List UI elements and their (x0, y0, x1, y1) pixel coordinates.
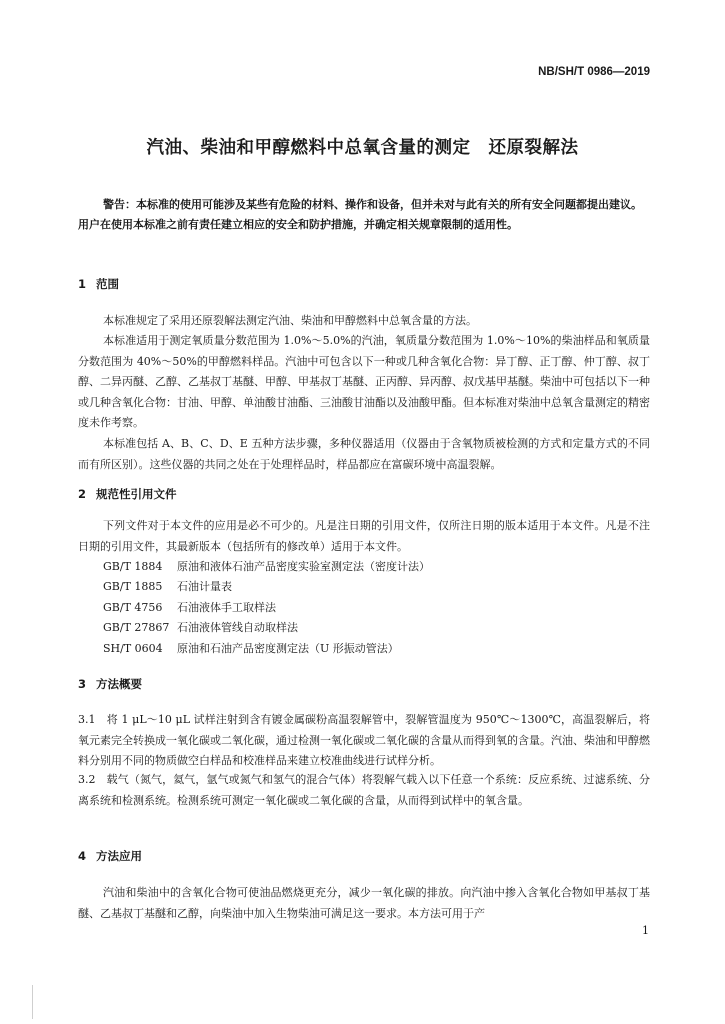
reference-code: GB/T 1884 (103, 560, 163, 573)
reference-code: SH/T 0604 (103, 641, 163, 655)
section-2-paragraph: 下列文件对于本文件的应用是必不可少的。凡是注日期的引用文件，仅所注日期的版本适用于本文件。凡是不注日期的引用文件，其最新版本（包括所有的修改单）适用于本文件。 (78, 519, 650, 553)
page-number: 1 (642, 924, 649, 937)
reference-item (103, 577, 430, 597)
section-2-heading (78, 486, 177, 502)
reference-title: 原油和液体石油产品密度实验室测定法（密度计法） (177, 560, 430, 573)
section-4-heading (78, 848, 142, 864)
section-number: 3 (78, 677, 87, 691)
section-3-heading (78, 676, 142, 692)
section-title: 规范性引用文件 (96, 487, 177, 501)
warning-paragraph: 警告：本标准的使用可能涉及某些有危险的材料、操作和设备，但并未对与此有关的所有安全问题都提出建议。用户在使用本标准之前有责任建立相应的安全和防护措施，并确定相关规章限制的适用性。 (78, 198, 642, 232)
reference-item (103, 639, 430, 659)
reference-code: GB/T 27867 (103, 621, 170, 635)
clause-3-1: 3.1 将 1 μL～10 μL 试样注射到含有镀金属碳粉高温裂解管中，裂解管温度为 950℃～1300℃，高温裂解后，将氧元素完全转换成一氧化碳或二氧化碳，通过检测一氧化碳或二氧化碳的含量从而得到氧的含量。汽油、柴油和甲醇燃料分别用不同的物质做空白样品和校准样品来建立校准曲线进行试样分析。 (78, 713, 650, 767)
section-number: 1 (78, 277, 87, 291)
section-number: 2 (78, 487, 87, 501)
reference-code: GB/T 1885 (103, 580, 163, 594)
section-title: 方法应用 (96, 849, 142, 863)
section-title: 范围 (96, 277, 119, 291)
reference-item (103, 618, 430, 638)
section-number: 4 (78, 849, 87, 863)
reference-title: 石油液体手工取样法 (177, 600, 276, 614)
reference-list (103, 557, 430, 659)
reference-code: GB/T 4756 (103, 600, 163, 614)
reference-title: 石油计量表 (177, 580, 232, 594)
section-4-paragraph: 汽油和柴油中的含氧化合物可使油品燃烧更充分，减少一氧化碳的排放。向汽油中掺入含氧化合物如甲基叔丁基醚、乙基叔丁基醚和乙醇，向柴油中加入生物柴油可满足这一要求。本方法可用于产 (78, 886, 650, 920)
section-1-paragraph: 本标准规定了采用还原裂解法测定汽油、柴油和甲醇燃料中总氧含量的方法。 (103, 314, 477, 327)
reference-title: 原油和石油产品密度测定法（U 形振动管法） (177, 641, 399, 655)
reference-item (103, 557, 430, 577)
document-title: 汽油、柴油和甲醇燃料中总氧含量的测定 还原裂解法 (146, 138, 579, 158)
standard-number: NB/SH/T 0986—2019 (538, 66, 650, 78)
reference-item (103, 598, 430, 618)
section-1-paragraph: 本标准包括 A、B、C、D、E 五种方法步骤，多种仪器适用（仪器由于含氧物质被检测的方式和定量方式的不同而有所区别）。这些仪器的共同之处在于处理样品时，样品都应在富碳环境中高温裂解。 (78, 437, 650, 471)
section-1-paragraph: 本标准适用于测定氧质量分数范围为 1.0%～5.0%的汽油，氧质量分数范围为 1.0%～10%的柴油样品和氧质量分数范围为 40%～50%的甲醇燃料样品。汽油中可包含以下一种或几种含氧化合物：异丁醇、正丁醇、仲丁醇、叔丁醇、二异丙醚、乙醇、乙基叔丁基醚、甲醇、甲基叔丁基醚、正丙醇、异丙醇、叔戊基甲基醚。柴油中可包括以下一种或几种含氧化合物：甘油、甲醇、单油酸甘油酯、三油酸甘油酯以及油酸甲酯。但本标准对柴油中总氧含量测定的精密度未作考察。 (78, 334, 650, 429)
binding-margin-line (32, 985, 33, 1019)
section-1-heading (78, 276, 119, 292)
section-title: 方法概要 (96, 677, 142, 691)
reference-title: 石油液体管线自动取样法 (177, 621, 298, 635)
clause-3-2: 3.2 载气（氮气，氦气，氩气或氮气和氢气的混合气体）将裂解气载入以下任意一个系统：反应系统、过滤系统、分离系统和检测系统。检测系统可测定一氧化碳或二氧化碳的含量，从而得到试样中的氧含量。 (78, 773, 650, 807)
